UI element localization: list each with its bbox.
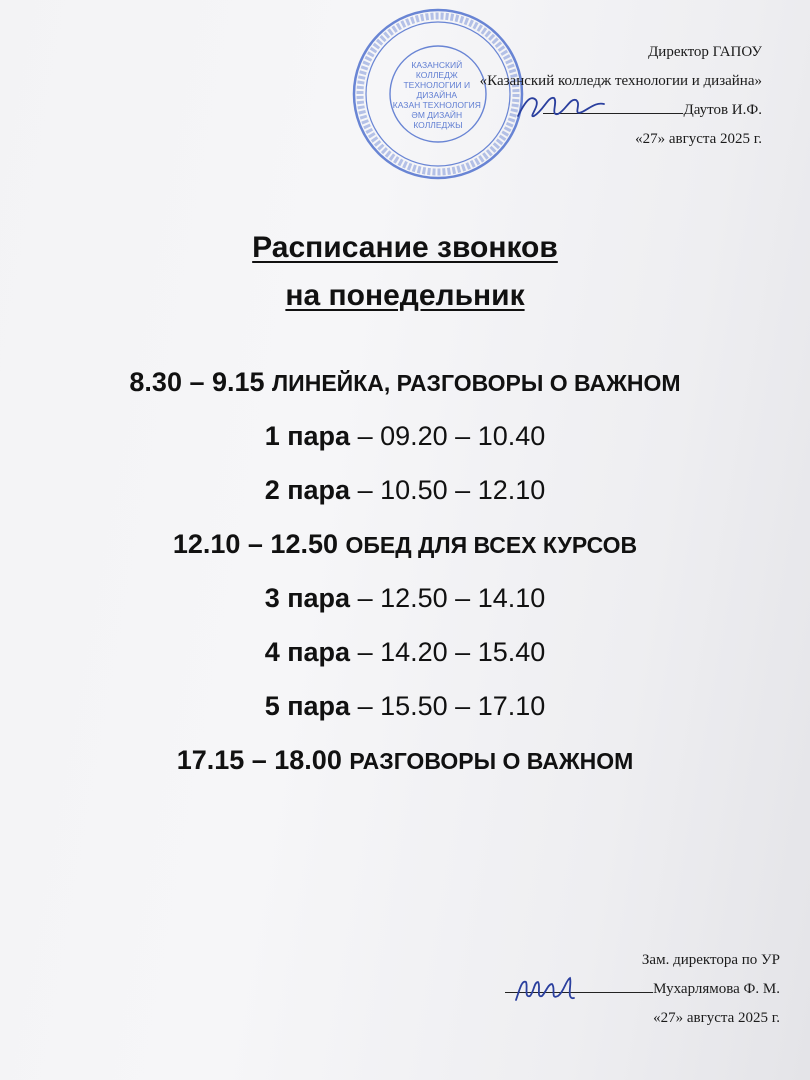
- schedule-row: 3 пара – 12.50 – 14.10: [264, 583, 546, 613]
- deputy-signature: [510, 970, 580, 1010]
- stamp-text-7: КОЛЛЕДЖЫ: [413, 120, 463, 130]
- stamp-text-1: КАЗАНСКИЙ: [411, 60, 463, 70]
- title-line-1: Расписание звонков: [252, 231, 558, 264]
- stamp-text-5: КАЗАН ТЕХНОЛОГИЯ: [392, 100, 481, 110]
- stamp-text-2: КОЛЛЕДЖ: [415, 70, 458, 80]
- director-signature: [510, 86, 610, 126]
- schedule-row: 17.15 – 18.00 РАЗГОВОРЫ О ВАЖНОМ: [176, 745, 634, 775]
- approval-signer: Даутов И.Ф.: [683, 102, 762, 118]
- schedule-row: 1 пара – 09.20 – 10.40: [264, 421, 546, 451]
- stamp-text-4: ДИЗАЙНА: [416, 90, 458, 100]
- approval-organization: «Казанский колледж технологии и дизайна»: [479, 73, 762, 89]
- footer-signer: Мухарлямова Ф. М.: [653, 981, 780, 997]
- schedule-row: 5 пара – 15.50 – 17.10: [264, 691, 546, 721]
- schedule-row: 2 пара – 10.50 – 12.10: [264, 475, 546, 505]
- approval-date: «27» августа 2025 г.: [635, 131, 762, 147]
- bell-schedule: [0, 362, 810, 794]
- footer-date: «27» августа 2025 г.: [653, 1010, 780, 1026]
- schedule-row: 12.10 – 12.50 ОБЕД ДЛЯ ВСЕХ КУРСОВ: [172, 529, 638, 559]
- stamp-text-6: ӘМ ДИЗАЙН: [411, 110, 463, 120]
- footer-block: [380, 946, 780, 1033]
- stamp-text-3: ТЕХНОЛОГИИ И: [403, 80, 471, 90]
- approval-position: Директор ГАПОУ: [648, 44, 762, 60]
- document-title: [0, 224, 810, 320]
- title-line-2: на понедельник: [285, 279, 525, 312]
- schedule-row: 8.30 – 9.15 ЛИНЕЙКА, РАЗГОВОРЫ О ВАЖНОМ: [129, 367, 681, 397]
- footer-position: Зам. директора по УР: [641, 952, 780, 968]
- footer-signature-line: [380, 975, 780, 1004]
- schedule-row: 4 пара – 14.20 – 15.40: [264, 637, 546, 667]
